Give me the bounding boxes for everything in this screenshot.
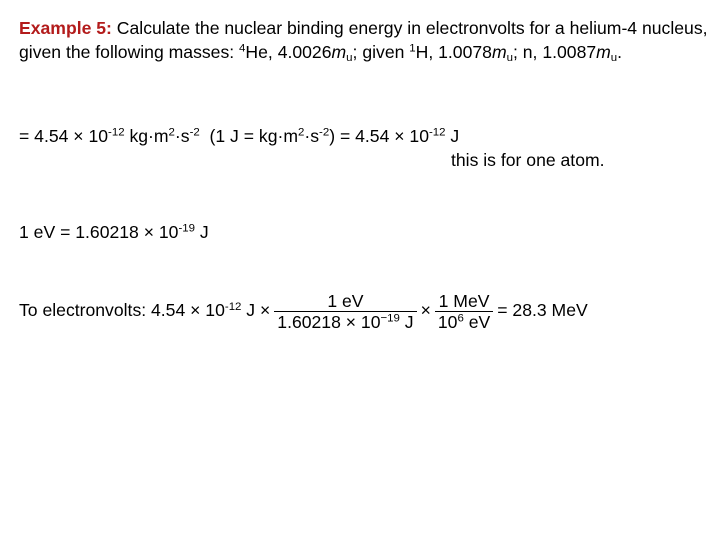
mass-unit-subscript: u <box>346 51 353 64</box>
result: = 28.3 MeV <box>497 300 588 321</box>
eq-text: ) = 4.54 × 10 <box>329 126 429 146</box>
exponent: -12 <box>429 126 446 139</box>
eq-text: 1 eV = 1.60218 × 10 <box>19 222 179 242</box>
eq-text: kg·m <box>124 126 169 146</box>
mev-per-ev-fraction <box>435 291 493 332</box>
conversion-equation <box>19 291 588 332</box>
exponent: -19 <box>178 222 195 235</box>
example-label: Example 5: <box>19 18 112 38</box>
eq-text: 10 <box>437 312 458 332</box>
per-atom-note: this is for one atom. <box>451 150 605 170</box>
exponent: -2 <box>319 126 330 139</box>
fraction-denominator <box>435 311 493 332</box>
exponent: -12 <box>224 300 242 313</box>
mass-unit-subscript: u <box>610 51 618 64</box>
he-mass-number: 4 <box>239 42 246 55</box>
mass-unit-symbol: m <box>596 42 611 62</box>
exponent: −19 <box>380 312 400 325</box>
mass-unit-subscript: u <box>506 51 513 64</box>
exponent: -12 <box>108 126 125 139</box>
exponent: 2 <box>168 126 175 139</box>
mass-unit-symbol: m <box>331 42 347 62</box>
eq-text: J × <box>241 300 271 321</box>
problem-text: Calculate the nuclear binding energy in electronvolts for a helium-4 nucleus, given the following masses: <box>19 18 708 62</box>
problem-text: ; n, 1.0087 <box>512 42 597 62</box>
exponent: 6 <box>457 312 464 325</box>
exponent: -2 <box>189 126 200 139</box>
eq-text: J <box>445 126 460 146</box>
problem-text: H, 1.0078 <box>415 42 492 62</box>
h-mass-number: 1 <box>409 42 416 55</box>
mass-unit-symbol: m <box>491 42 507 62</box>
eq-text: J <box>195 222 209 242</box>
eq-text: To electronvolts: 4.54 × 10 <box>19 300 225 321</box>
eq-text: eV <box>463 312 491 332</box>
problem-statement <box>19 16 709 64</box>
ev-per-joule-fraction <box>274 291 416 332</box>
fraction-numerator: 1 MeV <box>438 291 490 311</box>
eq-text: = 4.54 × 10 <box>19 126 109 146</box>
eq-text: J <box>399 312 414 332</box>
eq-text: 1.60218 × 10 <box>277 312 381 332</box>
problem-text: He, 4.0026 <box>245 42 332 62</box>
energy-equation <box>19 125 459 147</box>
problem-text: ; given <box>352 42 410 62</box>
problem-text: . <box>617 42 623 62</box>
eq-text: (1 J = kg·m <box>199 126 299 146</box>
fraction-denominator <box>274 311 416 332</box>
ev-conversion-equation <box>19 221 209 243</box>
fraction-numerator: 1 eV <box>327 291 364 311</box>
times-sign: × <box>420 300 431 321</box>
eq-text: ·s <box>304 126 320 146</box>
exponent: 2 <box>298 126 305 139</box>
eq-text: ·s <box>174 126 190 146</box>
